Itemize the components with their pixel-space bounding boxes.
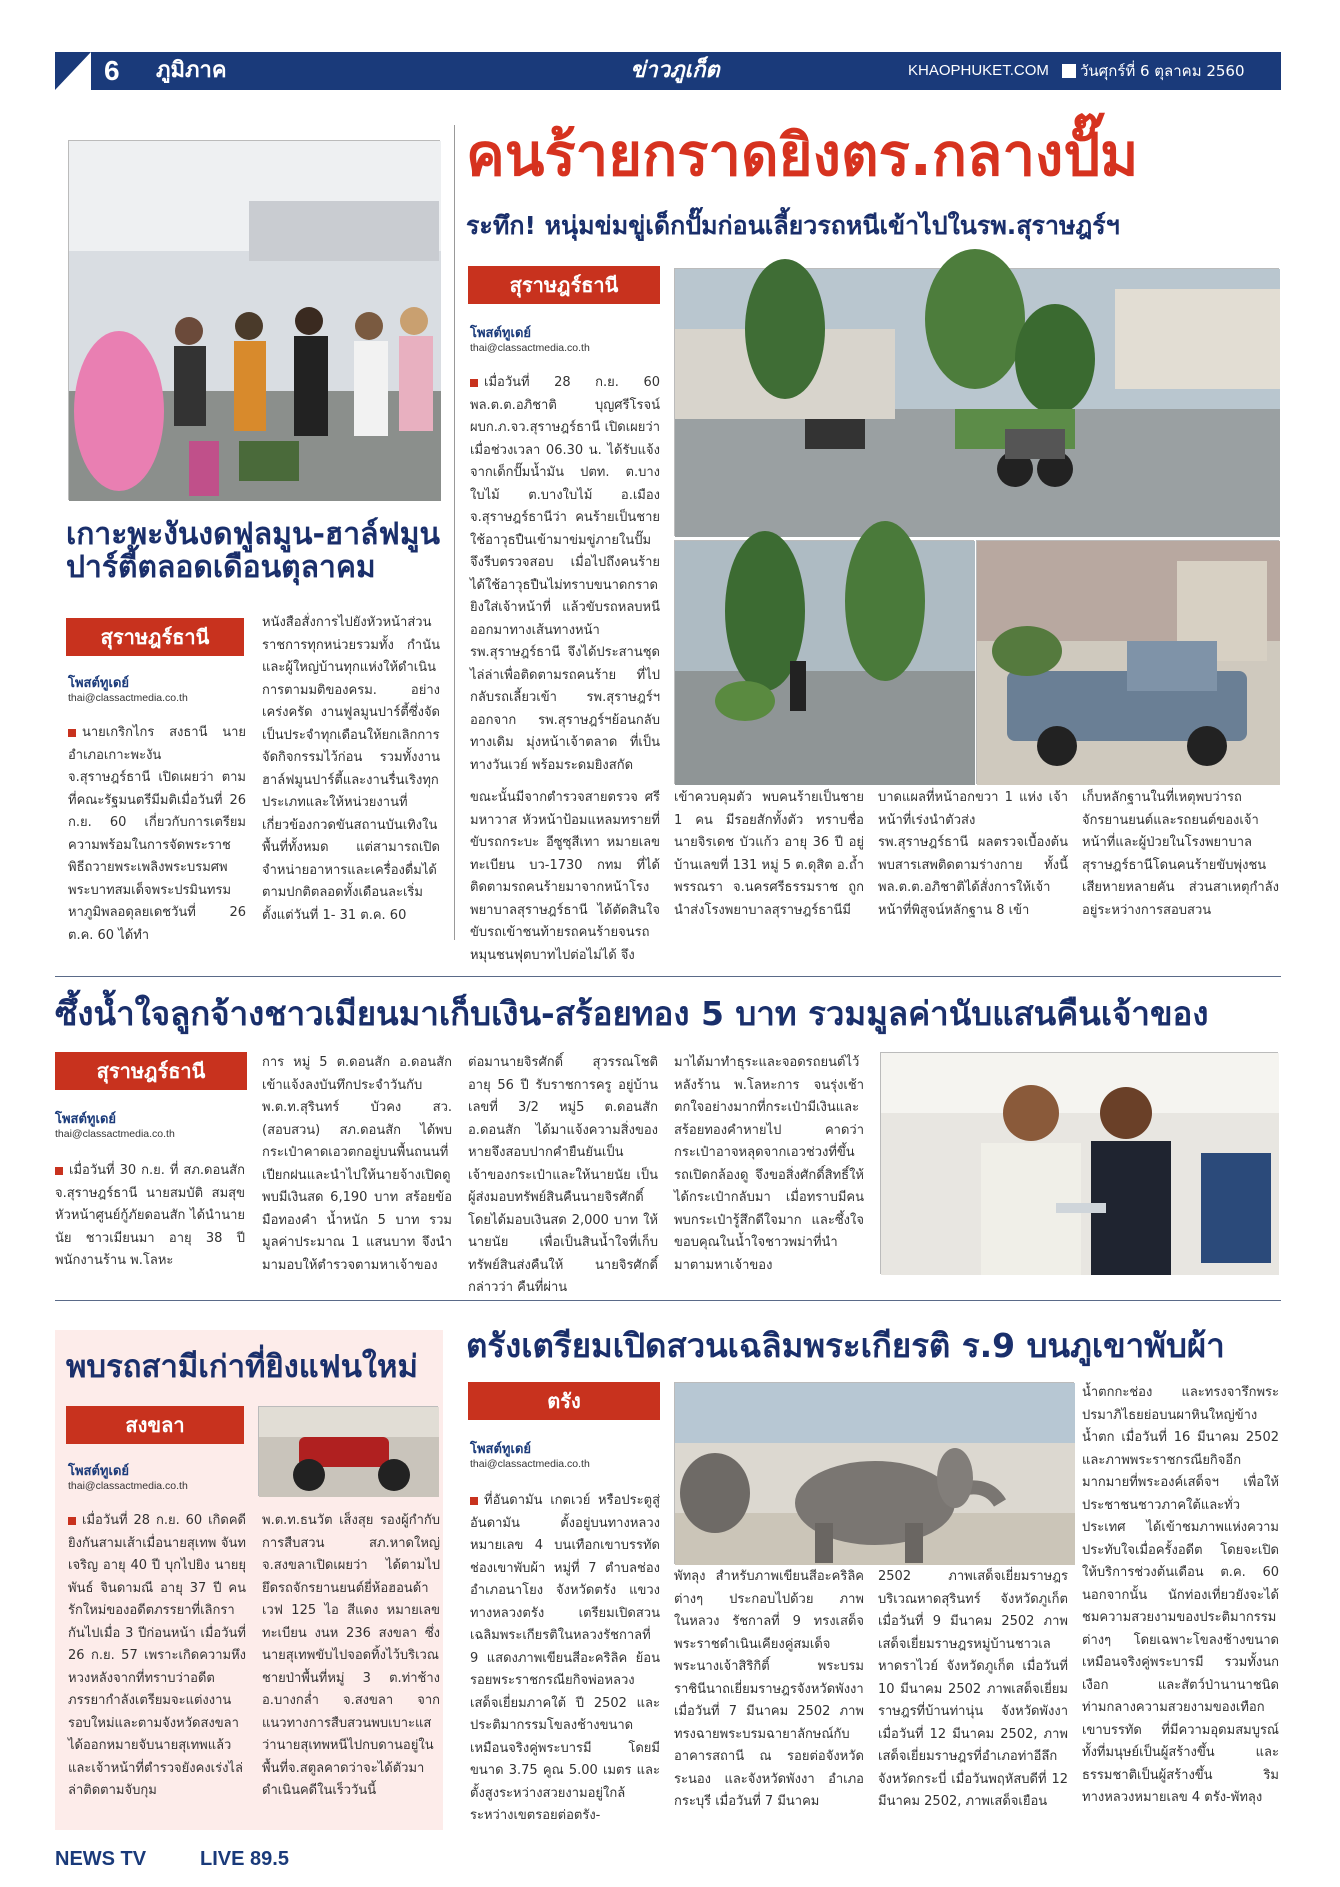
trang-email[interactable]: thai@classactmedia.co.th bbox=[470, 1458, 590, 1470]
hospital-scene-photo-2 bbox=[674, 540, 974, 784]
songkhla-headline: พบรถสามีเก่าที่ยิงแฟนใหม่ bbox=[66, 1349, 418, 1385]
trang-column-3: 2502 ภาพเสด็จเยี่ยมราษฎรบริเวณหาดสุรินทร์ จังหวัดภูเก็ต เมื่อวันที่ 9 มีนาคม 2502 ภาพเสด็จเยี่ยมราษฎรหมู่บ้านชาวเลหาดราไวย์ จังหวัดภูเก็ต เมื่อวันที่ 10 มีนาคม 2502 ภาพเสด็จเยี่ยมราษฎรที่บ้านท่านุ่น จังหวัดพังงา เมื่อวันที่ 12 มีนาคม 2502, ภาพเสด็จเยี่ยมราษฎรที่อำเภอท่าอีลึก จังหวัดกระบี่ เมื่อวันพฤหัสบดีที่ 12 มีนาคม 2502, ภาพเสด็จเยือน bbox=[878, 1569, 1068, 1809]
phangan-byline: โพสต์ทูเดย์ bbox=[68, 676, 130, 691]
myanmar-text-1: เมื่อวันที่ 30 ก.ย. ที่ สภ.ดอนสัก จ.สุราษฎร์ธานี นายสมบัติ สมสุข หัวหน้าศูนย์กู้ภัยดอนสัก ได้นำนายนัย ชาวเมียนมา อายุ 38 ปี พนักงานร้าน พ.โลหะ bbox=[55, 1163, 245, 1268]
phangan-location-tag: สุราษฎร์ธานี bbox=[66, 618, 244, 656]
pickup-truck-photo bbox=[976, 540, 1279, 784]
trang-column-4: น้ำตกกะช่อง และทรงจารึกพระปรมาภิไธยย่อบนผาหินใหญ่ข้างน้ำตก เมื่อวันที่ 16 มีนาคม 2502 และภาพพระราชกรณียกิจอีกมากมายที่พระองค์เสด็จฯ เพื่อให้ประชาชนชาวภาคใต้และทั่วประเทศ ได้เข้าชมภาพแห่งความประทับใจเมื่อครั้งอดีต โดยจะเปิดให้บริการช่วงต้นเดือน ต.ค. 60 นอกจากนั้น นักท่องเที่ยวยังจะได้ชมความสวยงามของประติมากรรมต่างๆ โดยเฉพาะโขลงช้างขนาดเหมือนจริงคู่พระบารมี รวมทั้งนกเงือก และสัตว์ป่านานาชนิด ท่ามกลางความสวยงามของเทือกเขาบรรทัด ที่มีความอุดมสมบูรณ์ ทั้งที่มนุษย์เป็นผู้สร้างขึ้น และธรรมชาติเป็นผู้สร้างขึ้น ริมทางหลวงหมายเลข 4 ตรัง-พัทลุง bbox=[1082, 1385, 1279, 1805]
songkhla-column-2: พ.ต.ท.ธนวัต เส็งสุย รองผู้กำกับการสืบสวน สภ.หาดใหญ่ จ.สงขลาเปิดเผยว่า ได้ตามไปยึดรถจักรยานยนต์ยี่ห้อฮอนด้าเวฟ 125 ไอ สีแดง หมายเลขทะเบียน งนห 236 สงขลา ซึ่งนายสุเทพขับไปจอดทิ้งไว้บริเวณชายป่าพื้นที่หมู่ 3 ต.ท่าช้าง อ.บางกล่ำ จ.สงขลา จากแนวทางการสืบสวนพบเบาะแสว่านายสุเทพหนีไปกบดานอยู่ในพื้นที่จ.สตูลคาดว่าจะได้ตัวมาดำเนินคดีในเร็ววันนี้ bbox=[262, 1513, 440, 1798]
phangan-column-2: หนังสือสั่งการไปยังหัวหน้าส่วนราชการทุกหน่วยรวมทั้ง กำนันและผู้ใหญ่บ้านทุกแห่งให้ดำเนินการตามมติของครม. อย่างเคร่งครัด งานฟูลมูนปาร์ตี้ซึ่งจัดเป็นประจำทุกเดือนให้ยกเลิกการจัดกิจกรรมไว้ก่อน รวมทั้งงานฮาล์ฟมูนปาร์ตี้และงานรื่นเริงทุกประเภทและให้หน่วยงานที่เกี่ยวข้องกวดขันสถานบันเทิงในพื้นที่ทั้งหมด แต่สามารถเปิดจำหน่ายอาหารและเครื่องดื่มได้ตามปกติตลอดทั้งเดือนละเริ่มตั้งแต่วันที่ 1- 31 ต.ค. 60 bbox=[262, 615, 440, 923]
truck-illustration bbox=[977, 541, 1280, 785]
handover-illustration bbox=[881, 1053, 1279, 1275]
myanmar-column-2: การ หมู่ 5 ต.ดอนสัก อ.ดอนสัก เข้าแจ้งลงบันทึกประจำวันกับ พ.ต.ท.สุรินทร์ บัวคง สว.(สอบสวน) สภ.ดอนสัก ได้พบกระเป๋าคาดเอวตกอยู่บนพื้นถนนที่เปียกฝนและนำไปให้นายจ้างเปิดดูพบมีเงินสด 6,190 บาท สร้อยข้อมือทองคำ น้ำหนัก 5 บาท รวมมูลค่าประมาณ 1 แสนบาท จึงนำมามอบให้ตำรวจตามหาเจ้าของ bbox=[262, 1055, 452, 1273]
elephant-statue-photo bbox=[674, 1382, 1074, 1564]
phangan-crowd-photo bbox=[68, 140, 440, 500]
myanmar-byline: โพสต์ทูเดย์ bbox=[55, 1112, 117, 1127]
bullet-icon bbox=[68, 729, 76, 737]
handover-photo bbox=[880, 1052, 1278, 1274]
shooting-byline: โพสต์ทูเดย์ bbox=[470, 326, 532, 341]
bullet-icon bbox=[470, 1497, 478, 1505]
issue-date: วันศุกร์ที่ 6 ตุลาคม 2560 bbox=[1080, 62, 1245, 80]
hospital-scene-photo-1 bbox=[674, 268, 1279, 536]
shooting-text-1: เมื่อวันที่ 28 ก.ย. 60 พล.ต.ต.อภิชาติ บุญศรีโรจน์ ผบก.ภ.จว.สุราษฎร์ธานี เปิดเผยว่า เมื่อช่วงเวลา 06.30 น. ได้รับแจ้งจากเด็กปั๊มน้ำมัน ปตท. ต.บางใบไม้ ต.บางใบไม้ อ.เมือง จ.สุราษฎร์ธานีว่า คนร้ายเป็นชายใช้อาวุธปืนเข้ามาข่มขู่ภายในปั๊ม จึงรีบตรวจสอบ เมื่อไปถึงคนร้ายได้ใช้อาวุธปืนไม่ทราบขนาดกราดยิงใส่เจ้าหน้าที่ แล้วขับรถหลบหนีออกมาทางเส้นทางหน้า รพ.สุราษฎร์ธานี จึงได้ประสานชุดไล่ล่าเพื่อติดตามรถคนร้าย ที่ไปกลับรถเลี้ยวเข้า รพ.สุราษฎร์ฯ ออกจาก รพ.สุราษฎร์ฯย้อนกลับทางเดิม มุ่งหน้าเจ้าตลาด ที่เป็นทางวันเวย์ พร้อมระดมยิงสกัด bbox=[470, 375, 660, 773]
phangan-email[interactable]: thai@classactmedia.co.th bbox=[68, 692, 188, 704]
page-number: 6 bbox=[104, 55, 120, 86]
songkhla-byline: โพสต์ทูเดย์ bbox=[68, 1464, 130, 1479]
phangan-headline: เกาะพะงันงดฟูลมูน-ฮาล์ฟมูนปาร์ตี้ตลอดเดือนตุลาคม bbox=[66, 517, 440, 585]
bullet-icon bbox=[470, 379, 478, 387]
myanmar-email[interactable]: thai@classactmedia.co.th bbox=[55, 1128, 175, 1140]
crowd-illustration bbox=[69, 141, 441, 501]
section-divider bbox=[55, 976, 1281, 977]
songkhla-location-tag: สงขลา bbox=[66, 1406, 244, 1444]
songkhla-column-1 bbox=[68, 1510, 246, 1825]
shooting-column-5: เก็บหลักฐานในที่เหตุพบว่ารถจักรยานยนต์และรถยนต์ของเจ้าหน้าที่และผู้ป่วยในโรงพยาบาลสุราษฎร์ธานีโดนคนร้ายขับพุ่งชนเสียหายหลายคัน ส่วนสาเหตุกำลังอยู่ระหว่างการสอบสวน bbox=[1082, 790, 1279, 918]
newspaper-logo: ข่าวภูเก็ต bbox=[630, 58, 720, 83]
shooting-column-2: ขณะนั้นมีจากตำรวจสายตรวจ ศรีมหาวาส หัวหน้าป้อมแหลมทรายที่ขับรถกระบะ อีซูซุสีเทา หมายเลขทะเบียน บว-1730 กทม ที่ได้ติดตามรถคนร้ายมาจากหน้าโรงพยาบาลสุราษฎร์ธานี ได้ตัดสินใจขับรถเข้าชนท้ายรถคนร้ายจนรถหมุนชนฟุตบาทไปต่อไม่ได้ จึง bbox=[470, 790, 660, 963]
myanmar-column-3: ต่อมานายจิรศักดิ์ สุวรรณโชติ อายุ 56 ปี รับราชการครู อยู่บ้านเลขที่ 3/2 หมู่5 ต.ดอนสัก อ.ดอนสัก ได้มาแจ้งความสิ่งของหายจึงสอบปากคำยืนยันเป็นเจ้าของกระเป๋าและให้นายนัย เป็นผู้ส่งมอบทรัพย์สินคืนนายจิรศักดิ์โดยได้มอบเงินสด 2,000 บาท ให้นายนัย เพื่อเป็นสินน้ำใจที่เก็บทรัพย์สินส่งคืนให้ นายจิรศักดิ์ กล่าวว่า คืนที่ผ่าน bbox=[468, 1055, 658, 1295]
shooting-column-3: เข้าควบคุมตัว พบคนร้ายเป็นชาย 1 คน มีรอยสักทั้งตัว ทราบชื่อ นายจิรเดช บัวแก้ว อายุ 36 ปี อยู่บ้านเลขที่ 131 หมู่ 5 ต.ดุสิต อ.ถ้ำพรรณรา จ.นครศรีธรรมราช ถูกนำส่งโรงพยาบาลสุราษฎร์ธานีมี bbox=[674, 790, 864, 918]
section-title: ภูมิภาค bbox=[156, 58, 227, 83]
shooting-email[interactable]: thai@classactmedia.co.th bbox=[470, 342, 590, 354]
bullet-icon bbox=[68, 1517, 76, 1525]
phangan-text-1: นายเกริกไกร สงธานี นายอำเภอเกาะพะงัน จ.สุราษฎร์ธานี เปิดเผยว่า ตามที่คณะรัฐมนตรีมีมติเมื่อวันที่ 26 ก.ย. 60 เกี่ยวกับการเตรียมความพร้อมในการจัดพระราชพิธีถวายพระเพลิงพระบรมศพพระบาทสมเด็จพระปรมินทรมหาภูมิพลอดุลยเดชวันที่ 26 ต.ค. 60 ได้ทำ bbox=[68, 725, 246, 943]
motorcycle-photo bbox=[258, 1406, 438, 1496]
corner-logo-icon bbox=[55, 52, 91, 90]
myanmar-column-4: มาได้มาทำธุระและจอดรถยนต์ไว้หลังร้าน พ.โลหะการ จนรุ่งเช้าตกใจอย่างมากที่กระเป๋ามีเงินและสร้อยทองคำหายไป คาดว่ากระเป๋าอาจหลุดจากเอวช่วงที่ขึ้นรถเปิดกล้องดู จึงขอสิ่งศักดิ์สิทธิ์ให้ได้กระเป๋ากลับมา เมื่อทราบมีคนพบกระเป๋ารู้สึกดีใจมาก และซึ้งใจขอบคุณในน้ำใจชาวพม่าที่นำมาตามหาเจ้าของ bbox=[674, 1055, 864, 1273]
trang-headline: ตรังเตรียมเปิดสวนเฉลิมพระเกียรติ ร.9 บนภูเขาพับผ้า bbox=[466, 1326, 1225, 1365]
phangan-column-1 bbox=[68, 722, 246, 943]
bullet-icon bbox=[55, 1167, 63, 1175]
myanmar-column-1 bbox=[55, 1160, 245, 1275]
songkhla-email[interactable]: thai@classactmedia.co.th bbox=[68, 1480, 188, 1492]
trang-byline: โพสต์ทูเดย์ bbox=[470, 1442, 532, 1457]
section-divider-2 bbox=[55, 1300, 1281, 1301]
shooting-subhead: ระทึก! หนุ่มข่มขู่เด็กปั๊มก่อนเลี้ยวรถหนีเข้าไปในรพ.สุราษฎร์ฯ bbox=[466, 211, 1120, 240]
square-bullet-icon bbox=[1062, 64, 1076, 78]
newstv-logo: NEWS TV bbox=[55, 1848, 147, 1870]
scene-illustration-2 bbox=[675, 541, 975, 785]
myanmar-location-tag: สุราษฎร์ธานี bbox=[55, 1052, 247, 1090]
trang-column-2: พัทลุง สำหรับภาพเขียนสีอะคริลิคต่างๆ ประกอบไปด้วย ภาพในหลวง รัชกาลที่ 9 ทรงเสด็จพระราชดำเนินเคียงคู่สมเด็จพระนางเจ้าสิริกิติ์ พระบรมราชินีนาถเยี่ยมราษฎรจังหวัดพังงา เมื่อวันที่ 7 มีนาคม 2502 ภาพทรงฉายพระบรมฉายาลักษณ์กับอาคารสถานี ณ รอยต่อจังหวัดระนอง และจังหวัดพังงา อำเภอกระบุรี เมื่อวันที่ 7 มีนาคม bbox=[674, 1569, 864, 1809]
live-radio-logo: LIVE 89.5 bbox=[200, 1848, 289, 1870]
motorcycle-illustration bbox=[259, 1407, 439, 1497]
column-divider bbox=[454, 125, 455, 940]
website-label[interactable]: KHAOPHUKET.COM bbox=[908, 62, 1049, 79]
myanmar-headline: ซึ้งน้ำใจลูกจ้างชาวเมียนมาเก็บเงิน-สร้อยทอง 5 บาท รวมมูลค่านับแสนคืนเจ้าของ bbox=[55, 994, 1209, 1033]
scene-illustration bbox=[675, 269, 1280, 537]
trang-column-1 bbox=[470, 1490, 660, 1825]
shooting-headline: คนร้ายกราดยิงตร.กลางปั๊ม bbox=[466, 121, 1139, 189]
songkhla-text-1: เมื่อวันที่ 28 ก.ย. 60 เกิดคดียิงกันสามเส้าเมื่อนายสุเทพ จันทเจริญ อายุ 40 ปี บุกไปยิง นายยุพันธ์ จินดามณี อายุ 37 ปี คนรักใหม่ของอดีตภรรยาที่เลิกรากันไปเมื่อ 3 ปีก่อนหน้า เมื่อวันที่ 26 ก.ย. 57 เพราะเกิดความหึงหวงหลังจากที่ทราบว่าอดีตภรรยากำลังเตรียมจะแต่งงานรอบใหม่และตามจังหวัดสงขลาได้ออกหมายจับนายสุเทพแล้ว และเจ้าหน้าที่ตำรวจยังคงเร่งไล่ล่าติดตามจับกุม bbox=[68, 1513, 246, 1798]
shooting-location-tag: สุราษฎร์ธานี bbox=[468, 266, 660, 304]
elephant-illustration bbox=[675, 1383, 1075, 1565]
shooting-column-4: บาดแผลที่หน้าอกขวา 1 แห่ง เจ้าหน้าที่เร่งนำตัวส่ง รพ.สุราษฎร์ธานี ผลตรวจเบื้องต้นพบสารเสพติดตามร่างกาย ทั้งนี้ พล.ต.ต.อภิชาติได้สั่งการให้เจ้าหน้าที่พิสูจน์หลักฐาน 8 เข้า bbox=[878, 790, 1068, 918]
trang-location-tag: ตรัง bbox=[468, 1382, 660, 1420]
trang-text-1: ที่อันดามัน เกตเวย์ หรือประตูสู่อันดามัน ตั้งอยู่บนทางหลวงหมายเลข 4 บนเทือกเขาบรรทัด ช่องเขาพับผ้า หมู่ที่ 7 ตำบลช่อง อำเภอนาโยง จังหวัดตรัง แขวงทางหลวงตรัง เตรียมเปิดสวนเฉลิมพระเกียรติในหลวงรัชกาลที่ 9 แสดงภาพเขียนสีอะคริลิค ย้อนรอยพระราชกรณียกิจพ่อหลวงเสด็จเยี่ยมภาคใต้ ปี 2502 และประติมากรรมโขลงช้างขนาดเหมือนจริงคู่พระบารมี โดยมีขนาด 3.75 คูณ 5.00 เมตร และตั้งสูงระหว่างสวยงามอยู่ใกล้ระหว่างเขตรอยต่อตรัง- bbox=[470, 1493, 660, 1823]
